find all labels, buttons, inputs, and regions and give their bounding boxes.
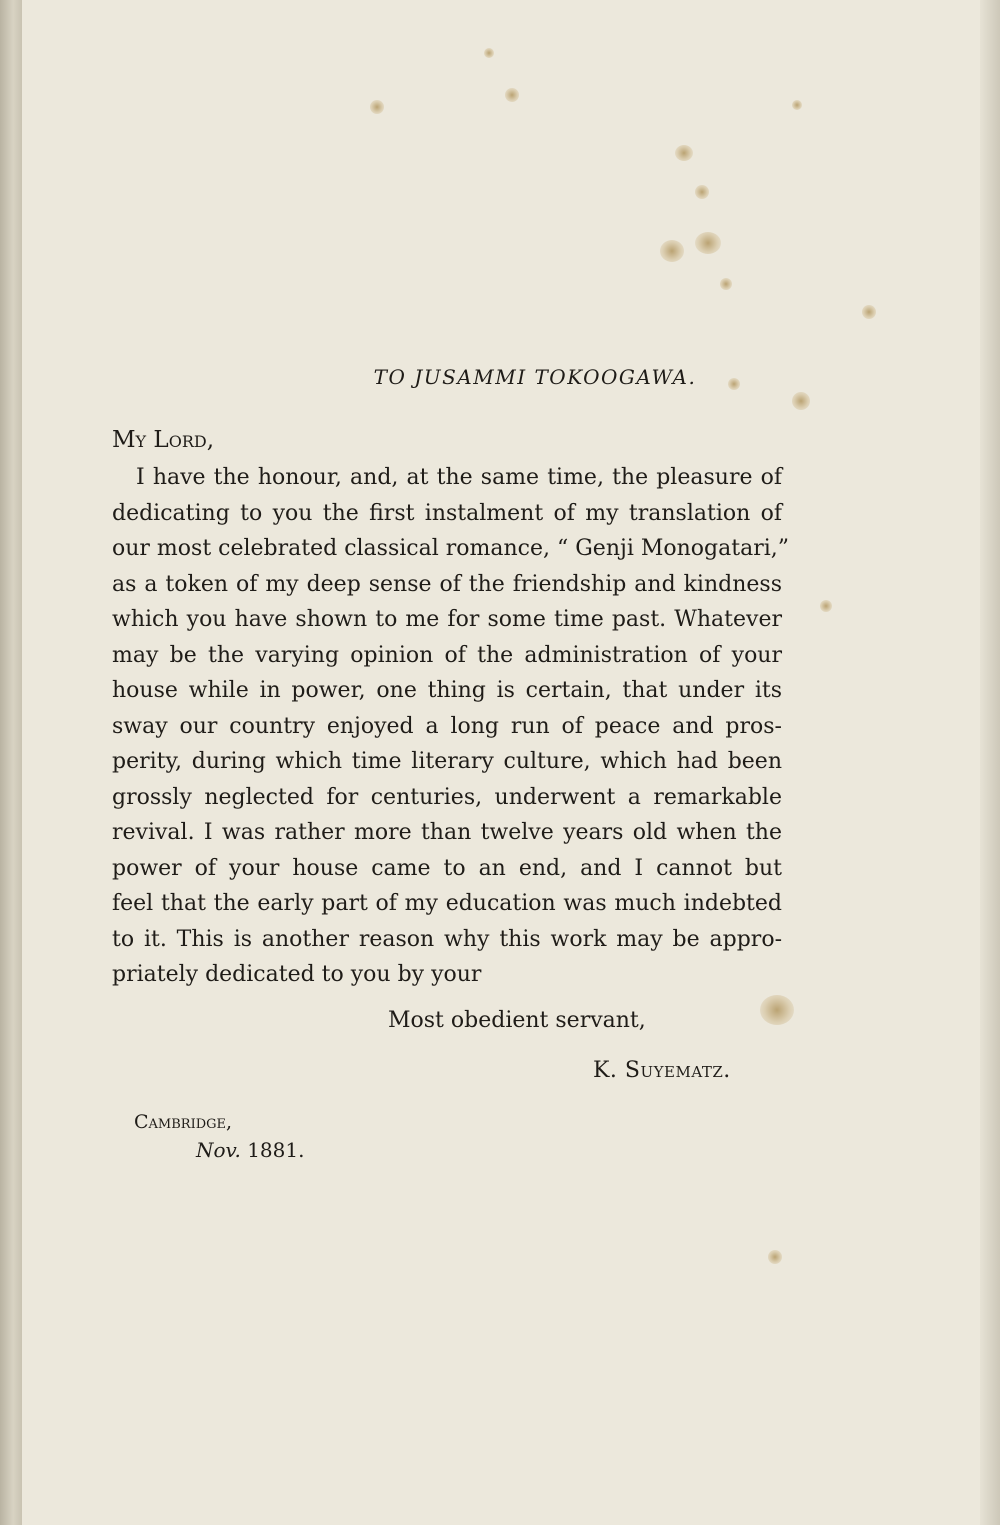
foxing-stain [792, 100, 802, 110]
book-gutter [0, 0, 22, 1525]
body-line: which you have shown to me for some time past. Whatever [112, 607, 782, 632]
body-line: to it. This is another reason why this work may be appro- [112, 926, 782, 952]
body-line: feel that the early part of my education was much indebted [112, 891, 782, 916]
body-line: perity, during which time literary culture, which had been [112, 749, 782, 774]
body-line: I have the honour, and, at the same time, the pleasure of [136, 465, 782, 490]
place-line: Cambridge, [134, 1111, 233, 1133]
date-year: 1881. [247, 1138, 305, 1162]
foxing-stain [760, 995, 794, 1025]
body-line: as a token of my deep sense of the friendship and kindness [112, 571, 782, 597]
body-line: dedicating to you the first instalment of my translation of [112, 500, 782, 526]
dedication-body [112, 460, 789, 993]
body-line: power of your house came to an end, and I cannot but [112, 855, 782, 881]
dedication-heading: TO JUSAMMI TOKOOGAWA. [373, 365, 697, 389]
body-line: our most celebrated classical romance, “ Genji Monogatari,” [112, 536, 789, 561]
body-line: sway our country enjoyed a long run of peace and pros- [112, 713, 782, 739]
body-line: grossly neglected for centuries, underwent a remarkable [112, 784, 782, 810]
body-line: may be the varying opinion of the administration of your [112, 642, 782, 668]
foxing-stain [720, 278, 732, 290]
foxing-stain [505, 88, 519, 102]
signature: K. Suyematz. [593, 1058, 731, 1083]
foxing-stain [695, 232, 721, 254]
foxing-stain [695, 185, 709, 199]
closing-line: Most obedient servant, [388, 1008, 646, 1033]
body-line: revival. I was rather more than twelve years old when the [112, 820, 782, 845]
page-edge [980, 0, 1000, 1525]
foxing-stain [820, 600, 832, 612]
date-month: Nov. [196, 1138, 241, 1162]
foxing-stain [675, 145, 693, 161]
foxing-stain [370, 100, 384, 114]
date-line [196, 1138, 304, 1162]
foxing-stain [484, 48, 494, 58]
salutation: My Lord, [112, 427, 215, 453]
foxing-stain [792, 392, 810, 410]
body-line: house while in power, one thing is certain, that under its [112, 678, 782, 703]
foxing-stain [660, 240, 684, 262]
body-line: priately dedicated to you by your [112, 962, 482, 987]
foxing-stain [768, 1250, 782, 1264]
foxing-stain [862, 305, 876, 319]
